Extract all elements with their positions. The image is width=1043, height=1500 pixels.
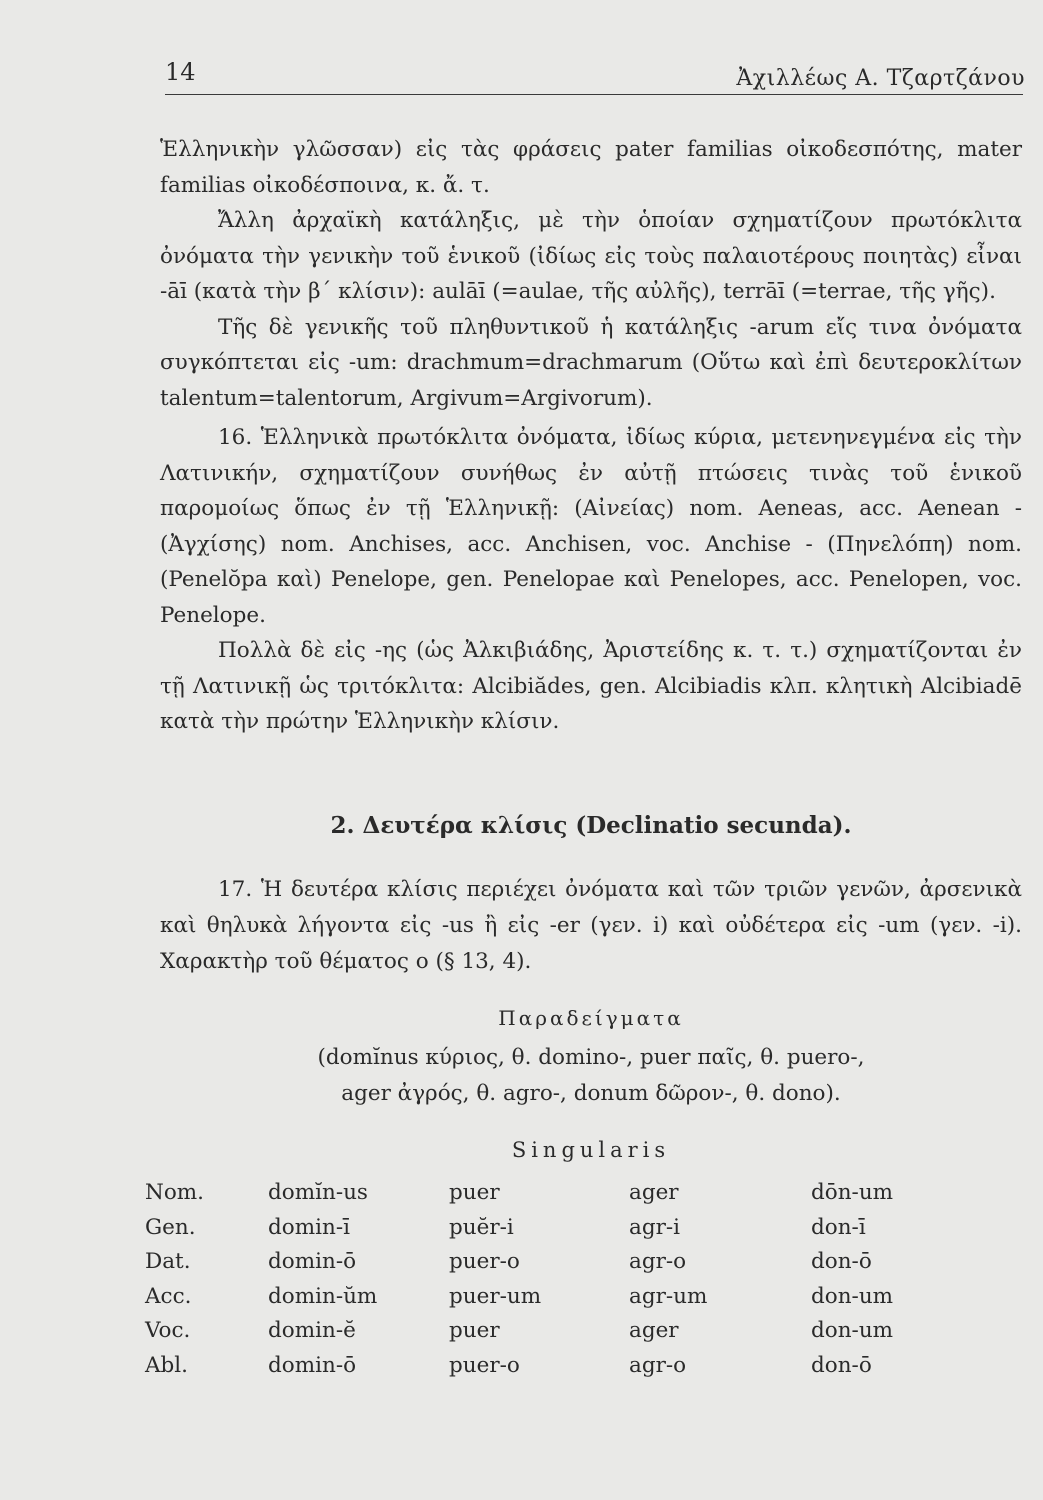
table-cell: domin-ŭm	[268, 1283, 378, 1309]
paragraph-17-block	[160, 872, 1022, 980]
case-label: Acc.	[145, 1283, 192, 1309]
page-number: 14	[165, 58, 196, 86]
examples-heading: Παραδείγματα	[498, 1006, 684, 1030]
table-cell: don-ō	[811, 1249, 872, 1274]
table-cell: puer-o	[449, 1352, 520, 1378]
table-row	[145, 1353, 971, 1388]
header-rule	[165, 94, 1023, 95]
section-heading: 2. Δευτέρα κλίσις (Declinatio secunda).	[330, 812, 852, 839]
table-cell: don-um	[811, 1318, 894, 1343]
table-cell: don-ō	[811, 1352, 872, 1378]
running-head: Ἀχιλλέως Α. Τζαρτζάνου	[736, 66, 1025, 91]
table-cell: agr-o	[629, 1352, 687, 1378]
table-cell: puer	[449, 1318, 500, 1343]
examples-line: ager ἀγρός, θ. agro-, donum δῶρον-, θ. dono).	[341, 1081, 841, 1106]
table-cell: agr-um	[629, 1283, 708, 1309]
paragraph: Ἑλληνικὴν γλῶσσαν) εἰς τὰς φράσεις pater familias οἰκοδεσπότης, mater familias οἰκοδέσποινα, κ. ἄ. τ.	[160, 137, 1022, 198]
table-cell: puĕr-i	[449, 1214, 514, 1240]
table-cell: agr-o	[629, 1249, 687, 1274]
table-row	[145, 1249, 971, 1284]
table-cell: agr-i	[629, 1214, 680, 1240]
table-row	[145, 1318, 971, 1353]
table-cell: domĭn-us	[268, 1180, 368, 1205]
table-cell: ager	[629, 1318, 679, 1343]
examples-block	[160, 1040, 1022, 1112]
table-cell: don-um	[811, 1283, 894, 1309]
examples-line: (domĭnus κύριος, θ. domino-, puer παῖς, θ. puero-,	[317, 1045, 865, 1070]
paragraph: Τῆς δὲ γενικῆς τοῦ πληθυντικοῦ ἡ κατάληξις -arum εἴς τινα ὀνόματα συγκόπτεται εἰς -um: drachmum=drachmarum (Οὕτω καὶ ἐπὶ δευτεροκλίτων talentum=talentorum, Argivum=Argivorum).	[160, 314, 1022, 411]
declension-table	[145, 1180, 971, 1387]
table-cell: puer-um	[449, 1283, 542, 1309]
table-cell: domin-ī	[268, 1214, 350, 1240]
table-cell: puer	[449, 1180, 500, 1205]
table-row	[145, 1284, 971, 1319]
table-cell: domin-ō	[268, 1249, 357, 1274]
paragraph-16: 16. Ἑλληνικὰ πρωτόκλιτα ὀνόματα, ἰδίως κύρια, μετενηνεγμένα εἰς τὴν Λατινικήν, σχηματίζουν συνήθως ἐν αὐτῇ πτώσεις τινὰς τοῦ ἑνικοῦ παρομοίως ὅπως ἐν τῇ Ἑλληνικῇ: (Αἰνείας) nom. Aeneas, acc. Aenean - (Ἀγχίσης) nom. Anchises, acc. Anchisen, voc. Anchise - (Πηνελόπη) nom. (Penelŏpa καὶ) Penelope, gen. Penelopae καὶ Penelopes, acc. Penelopen, voc. Penelope.	[160, 425, 1022, 628]
paragraph-17: 17. Ἡ δευτέρα κλίσις περιέχει ὀνόματα καὶ τῶν τριῶν γενῶν, ἀρσενικὰ καὶ θηλυκὰ λήγοντα εἰς -us ἢ εἰς -er (γεν. i) καὶ οὐδέτερα εἰς -um (γεν. -i). Χαρακτὴρ τοῦ θέματος o (§ 13, 4).	[160, 877, 1022, 974]
case-label: Nom.	[145, 1180, 204, 1205]
table-row	[145, 1180, 971, 1215]
table-cell: domin-ō	[268, 1352, 357, 1378]
page-header	[165, 58, 1025, 98]
case-label: Gen.	[145, 1214, 196, 1240]
case-label: Voc.	[145, 1318, 191, 1343]
table-row	[145, 1215, 971, 1250]
paragraph: Πολλὰ δὲ εἰς -ης (ὡς Ἀλκιβιάδης, Ἀριστείδης κ. τ. τ.) σχηματίζονται ἐν τῇ Λατινικῇ ὡς τριτόκλιτα: Alcibiădes, gen. Alcibiadis κλπ. κλητικὴ Alcibiadē κατὰ τὴν πρώτην Ἑλληνικὴν κλίσιν.	[160, 638, 1022, 734]
table-cell: dōn-um	[811, 1180, 894, 1205]
table-cell: don-ī	[811, 1214, 866, 1240]
table-cell: puer-o	[449, 1249, 520, 1274]
body-text	[160, 132, 1022, 740]
table-cell: domin-ĕ	[268, 1318, 356, 1343]
singularis-heading: Singularis	[511, 1138, 671, 1162]
table-cell: ager	[629, 1180, 679, 1205]
case-label: Abl.	[145, 1352, 188, 1378]
paragraph: Ἄλλη ἀρχαϊκὴ κατάληξις, μὲ τὴν ὁποίαν σχηματίζουν πρωτόκλιτα ὀνόματα τὴν γενικὴν τοῦ ἑνικοῦ (ἰδίως εἰς τοὺς παλαιοτέρους ποιητὰς) εἶναι -āī (κατὰ τὴν β΄ κλίσιν): aulāī (=aulae, τῆς αὐλῆς), terrāī (=terrae, τῆς γῆς).	[160, 208, 1022, 304]
case-label: Dat.	[145, 1249, 191, 1274]
